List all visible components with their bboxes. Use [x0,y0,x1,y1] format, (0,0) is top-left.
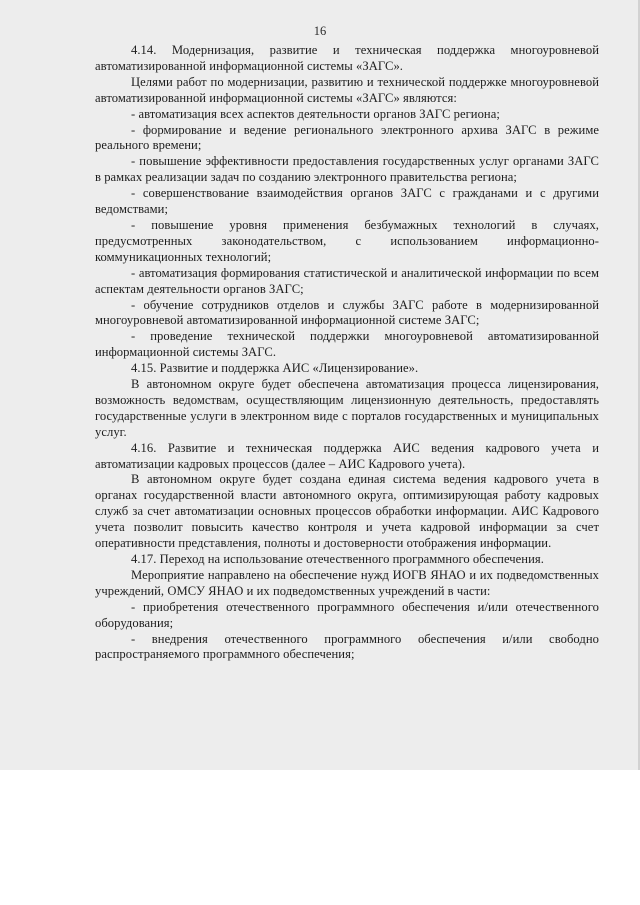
list-item: - совершенствование взаимодействия органов ЗАГС с гражданами и с другими ведомствами; [95,186,599,217]
list-item: - повышение эффективности предоставления государственных услуг органами ЗАГС в рамках реализации задач по созданию электронного правительства региона; [95,154,599,185]
list-item: - формирование и ведение регионального электронного архива ЗАГС в режиме реального времени; [95,122,599,153]
paragraph: В автономном округе будет обеспечена автоматизация процесса лицензирования, возможность ведомствам, осуществляющим лицензионную деятельность, предоставлять государственные услуги в электронном виде с порталов государственных и муниципальных услуг. [95,377,599,439]
list-item: - обучение сотрудников отделов и службы ЗАГС работе в модернизированной многоуровневой автоматизированной информационной системе ЗАГС; [95,297,599,328]
section-heading-4-16: 4.16. Развитие и техническая поддержка АИС ведения кадрового учета и автоматизации кадровых процессов (далее – АИС Кадрового учета). [95,440,599,471]
paragraph: В автономном округе будет создана единая система ведения кадрового учета в органах государственной власти автономного округа, оптимизирующая работу кадровых служб за счет автоматизации основных процессов обработки информации. АИС Кадрового учета позволит повысить качество контроля и учета кадровой информации за счет оперативности представления, полноты и достоверности отображения информации. [95,472,599,551]
paragraph: Целями работ по модернизации, развитию и технической поддержке многоуровневой автоматизированной информационной системы «ЗАГС» являются: [95,74,599,105]
list-item: - приобретения отечественного программного обеспечения и/или отечественного оборудования; [95,599,599,630]
list-item: - автоматизация формирования статистической и аналитической информации по всем аспектам деятельности органов ЗАГС; [95,265,599,296]
document-body [95,43,599,663]
section-heading-4-17: 4.17. Переход на использование отечественного программного обеспечения. [131,552,544,566]
list-item: - повышение уровня применения безбумажных технологий в случаях, предусмотренных законодательством, с использованием информационно-коммуникационных технологий; [95,217,599,264]
list-item: - внедрения отечественного программного обеспечения и/или свободно распространяемого программного обеспечения; [95,631,599,662]
section-heading-4-14: 4.14. Модернизация, развитие и техническая поддержка многоуровневой автоматизированной информационной системы «ЗАГС». [95,43,599,73]
section-heading-4-15: 4.15. Развитие и поддержка АИС «Лицензирование». [131,361,419,376]
list-item: - автоматизация всех аспектов деятельности органов ЗАГС региона; [131,106,500,121]
paragraph: Мероприятие направлено на обеспечение нужд ИОГВ ЯНАО и их подведомственных учреждений, ОМСУ ЯНАО и их подведомственных учреждений в части: [95,567,599,598]
page-number: 16 [313,24,327,38]
list-item: - проведение технической поддержки многоуровневой автоматизированной информационной системы ЗАГС. [95,329,599,360]
